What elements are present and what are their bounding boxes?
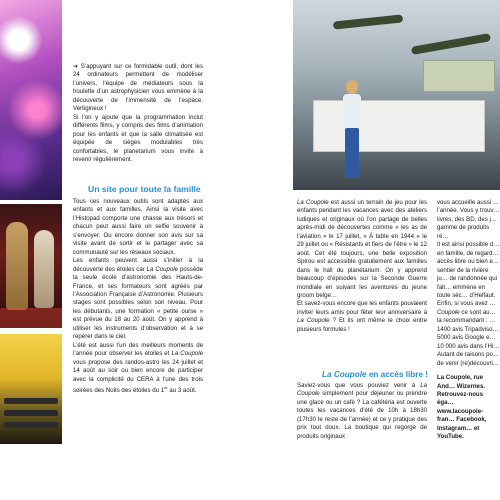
intro-paragraph: Si l’on y ajoute que la programmation inclut différents films, y compris des films d’animation pour les enfants et que la salle climatisée est équipée de sièges modulables très confortables, le planetarium vous invite à revenir régulièrement. — [73, 113, 203, 163]
body-paragraph: vous accueille aussi … l’année. Vous y trouv… livres, des BD, des j… gamme de produits ré… — [437, 199, 500, 240]
seat-row — [4, 410, 58, 416]
activities-text-block — [297, 199, 427, 334]
aircraft-model — [333, 14, 403, 29]
aircraft-model — [411, 33, 491, 55]
light-glow — [0, 308, 62, 328]
spacesuit-exhibit-photo — [0, 204, 62, 328]
right-text-block — [437, 199, 500, 442]
seat-row — [4, 398, 58, 404]
address-line: La Coupole, rue And… Wizernes. — [437, 374, 486, 390]
body-paragraph: La Coupole est aussi un terrain de jeu pour les enfants pendant les vacances avec des ateliers ludiques et originaux où l’on partage de belles après-midi de découvertes comme « les as de l’aviation » le 17 juillet, « À table en 1944 » le 29 juillet ou « Résistants et fiers de l’être » le 12 août. Cet été toujours, une belle exposition Spirou est accessible gratuitement aux familles dans le hall du planétarium. On y apprend beaucoup d’épisodes sur la Seconde Guerre mondiale en suivant les aventures du jeune groom belge… — [297, 199, 427, 299]
display-case — [423, 60, 495, 92]
intro-text-block — [73, 63, 203, 164]
spacesuit-figure — [6, 222, 28, 310]
body-paragraph: Et savez-vous encore que les enfants pouvaient inviter leurs amis pour fêter leur anniversaire à La Coupole ? Et ils ont même le choix entre plusieurs formules ! — [297, 300, 428, 333]
museum-gallery-photo — [293, 0, 500, 190]
exhibit-table — [313, 100, 485, 152]
body-paragraph: Il est ainsi possible d… en famille, de regard… accès libre ou bien e… sentier de la rivière ju… de randonnée qui fait… emmène en toute séc… d’Helfaut. — [437, 241, 500, 299]
spacesuit-figure — [34, 230, 54, 308]
family-text-block — [73, 198, 203, 395]
body-paragraph: Les enfants peuvent aussi s’initier à la découverte des étoiles car La Coupole possède la seule école d’astronomie des Hauts-de-France, et ses formateurs sont agréés par l’Association Française d’Astronomie. Plusieurs stages sont possibles selon son niveau. Pour les débutants, une formation « petite ourse » est prévue du 18 au 20 août. On y apprend à utiliser les instruments d’observation et à se repérer dans le ciel. — [73, 257, 204, 341]
seat-row — [4, 422, 58, 428]
child-visitor — [341, 80, 363, 180]
section-heading: Un site pour toute la famille — [88, 184, 201, 194]
body-paragraph: Enfin, si vous avez … Coupole ce sont au… la recommandant : … 1400 avis Tripadviso… 5000 avis Google e… 10 000 avis dans l’Hi… Autant de raisons po… de venir (re)découvri… — [437, 300, 500, 367]
planetarium-projection-photo — [0, 0, 62, 200]
social-links-line: Retrouvez-nous éga… www.lacoupole-fran… Facebook, Instagram… et YouTube. — [437, 390, 487, 441]
body-paragraph: Saviez-vous que vous pouviez venir à La Coupole simplement pour déjeuner ou prendre une glace ou un café ? La cafétéria est ouverte toutes les vacances d’été de 10h à 18h30 (17h30 le reste de l’année) et ce y pratique des prix tout doux. La boutique qui regorge de produits originaux — [297, 382, 427, 440]
free-access-text-block — [297, 382, 427, 441]
planetarium-seats-photo — [0, 334, 62, 444]
section-heading: La Coupole en accès libre ! — [322, 370, 429, 379]
body-paragraph: L’été est aussi l’un des meilleurs moments de l’année pour observer les étoiles et La Coupole vous propose des randos-astro les 24 juillet et 14 août au soir ou bien encore de participer avec la complicité du CERA à l’une des trois soirées des Nuits des étoiles du 1er au 3 août. — [73, 341, 203, 394]
body-paragraph: Tous ces nouveaux outils sont adaptés aux enfants et aux familles. Ainsi la visite avec l’Histopad comporte une chasse aux trésors et chacun peut aussi faire un selfie souvenir à s’envoyer. Ou encore donner son avis sur sa visite avant de sortir et le partager avec sa communauté sur les réseaux sociaux. — [73, 198, 203, 256]
intro-paragraph: ➜ S’appuyant sur ce formidable outil, dont les 24 ordinateurs permettent de modéliser l’univers, l’équipe de médiateurs sous la houlette d’un astrophysicien vous emmène à la découverte de l’immensité de l’espace. Vertigineux ! — [73, 63, 203, 113]
